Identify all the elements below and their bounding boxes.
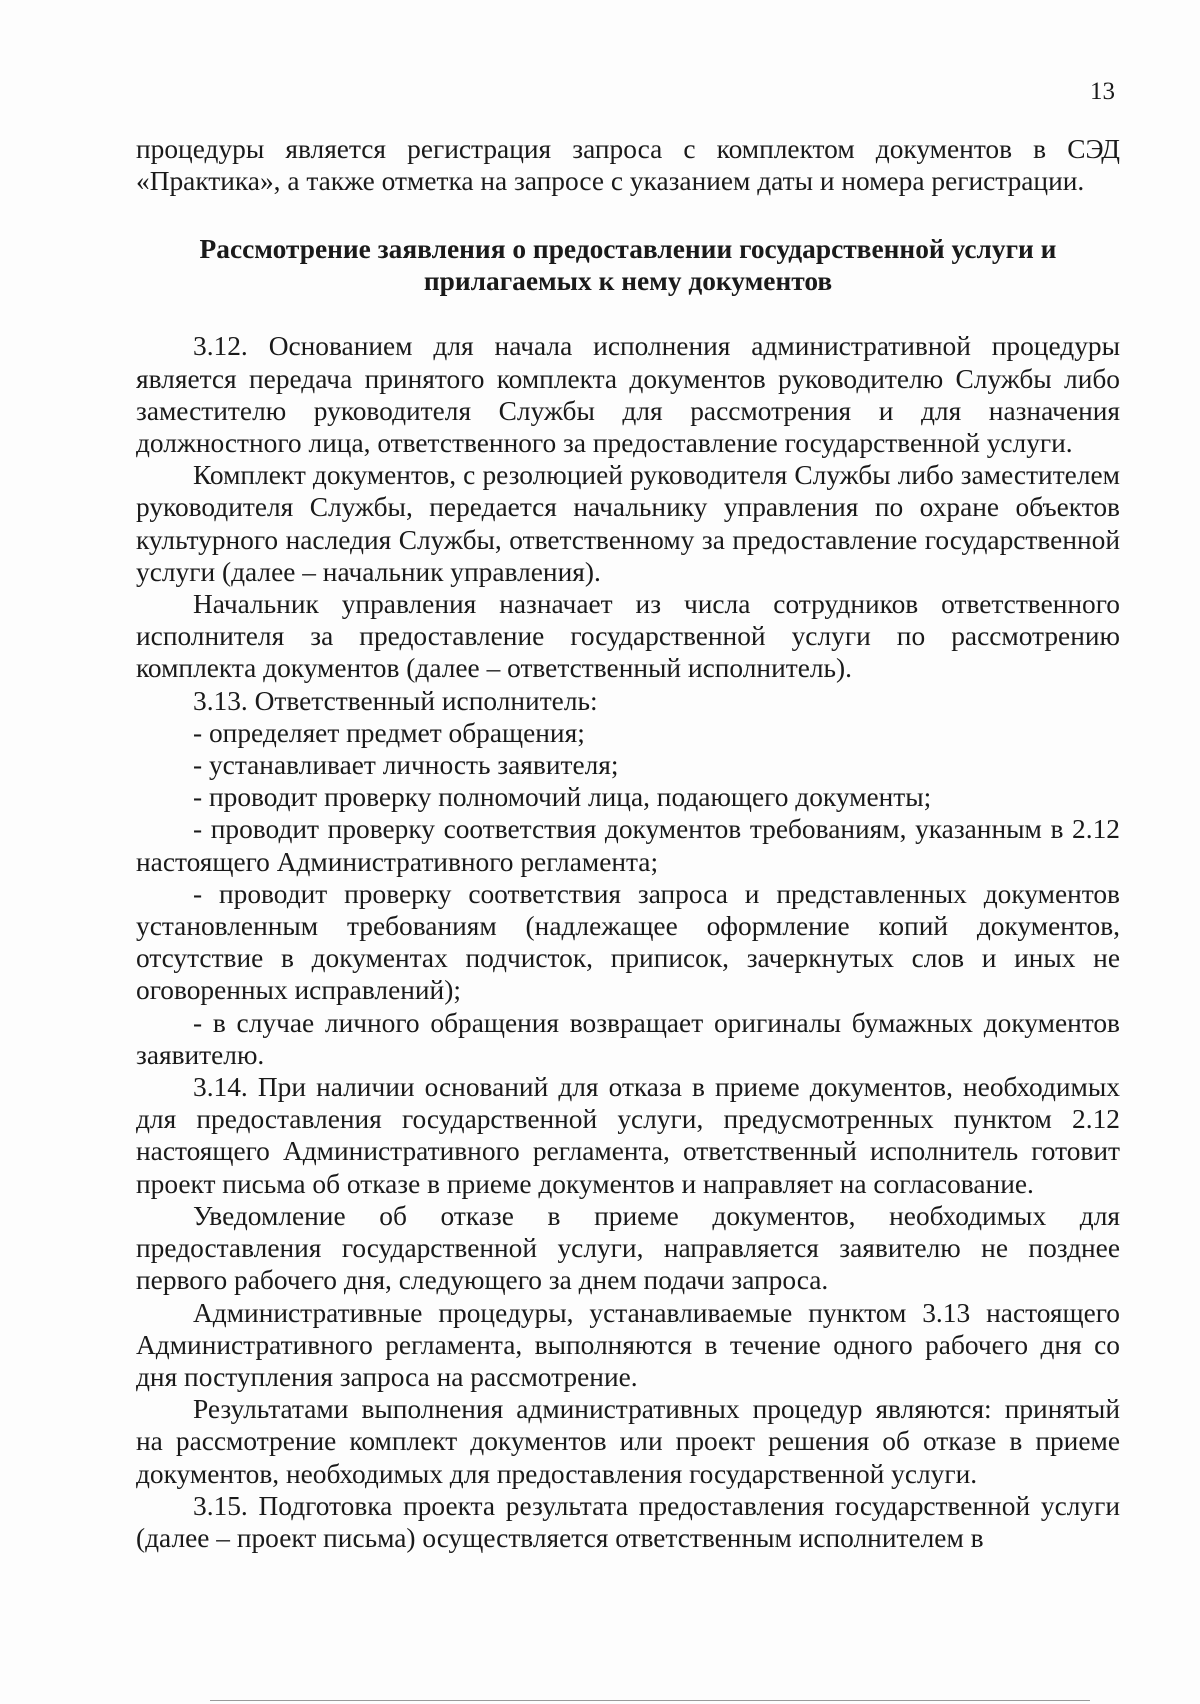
paragraph-3-12: 3.12. Основанием для начала исполнения административной процедуры является передача принятого комплекта документов руководителю Службы либо заместителю руководителя Службы для рассмотрения и для назначения должностного лица, ответственного за предоставление государственной услуги. xyxy=(136,331,1120,459)
intro-paragraph: процедуры является регистрация запроса с комплектом документов в СЭД «Практика», а также отметка на запросе с указанием даты и номера регистрации. xyxy=(136,134,1120,197)
paragraph-admin-procedures: Административные процедуры, устанавливаемые пунктом 3.13 настоящего Административного регламента, выполняются в течение одного рабочего дня со дня поступления запроса на рассмотрение. xyxy=(136,1297,1120,1392)
list-item: - проводит проверку полномочий лица, подающего документы; xyxy=(193,782,932,813)
footer-rule xyxy=(210,1700,1090,1701)
page-number: 13 xyxy=(1090,78,1115,105)
section-heading: Рассмотрение заявления о предоставлении государственной услуги и прилагаемых к нему документов xyxy=(199,234,1057,297)
paragraph-results: Результатами выполнения административных процедур являются: принятый на рассмотрение комплект документов или проект решения об отказе в приеме документов, необходимых для предоставления государственной услуги. xyxy=(136,1394,1120,1489)
paragraph-3-15: 3.15. Подготовка проекта результата предоставления государственной услуги (далее – проект письма) осуществляется ответственным исполнителем в xyxy=(136,1490,1120,1553)
list-item: - в случае личного обращения возвращает оригиналы бумажных документов заявителю. xyxy=(136,1007,1120,1070)
list-item: - проводит проверку соответствия документов требованиям, указанным в 2.12 настоящего Административного регламента; xyxy=(136,814,1120,877)
paragraph-3-14: 3.14. При наличии оснований для отказа в приеме документов, необходимых для предоставления государственной услуги, предусмотренных пунктом 2.12 настоящего Административного регламента, ответственный исполнитель готовит проект письма об отказе в приеме документов и направляет на согласование. xyxy=(136,1072,1120,1199)
paragraph-notification: Уведомление об отказе в приеме документов, необходимых для предоставления государственной услуги, направляется заявителю не позднее первого рабочего дня, следующего за днем подачи запроса. xyxy=(136,1200,1120,1296)
list-item: - проводит проверку соответствия запроса и представленных документов установленным требованиям (надлежащее оформление копий документов, отсутствие в документах подчисток, приписок, зачеркнутых слов и иных не оговоренных исправлений); xyxy=(136,878,1120,1006)
paragraph-3-13: 3.13. Ответственный исполнитель: xyxy=(193,685,598,716)
paragraph-document-set: Комплект документов, с резолюцией руководителя Службы либо заместителем руководителя Службы, передается начальнику управления по охране объектов культурного наследия Службы, ответственному за предоставление государственной услуги (далее – начальник управления). xyxy=(136,460,1120,587)
paragraph-head-assigns: Начальник управления назначает из числа сотрудников ответственного исполнителя за предоставление государственной услуги по рассмотрению комплекта документов (далее – ответственный исполнитель). xyxy=(136,589,1120,684)
list-item: - определяет предмет обращения; xyxy=(193,717,585,748)
list-item: - устанавливает личность заявителя; xyxy=(193,750,619,781)
document-body xyxy=(136,133,1120,1554)
